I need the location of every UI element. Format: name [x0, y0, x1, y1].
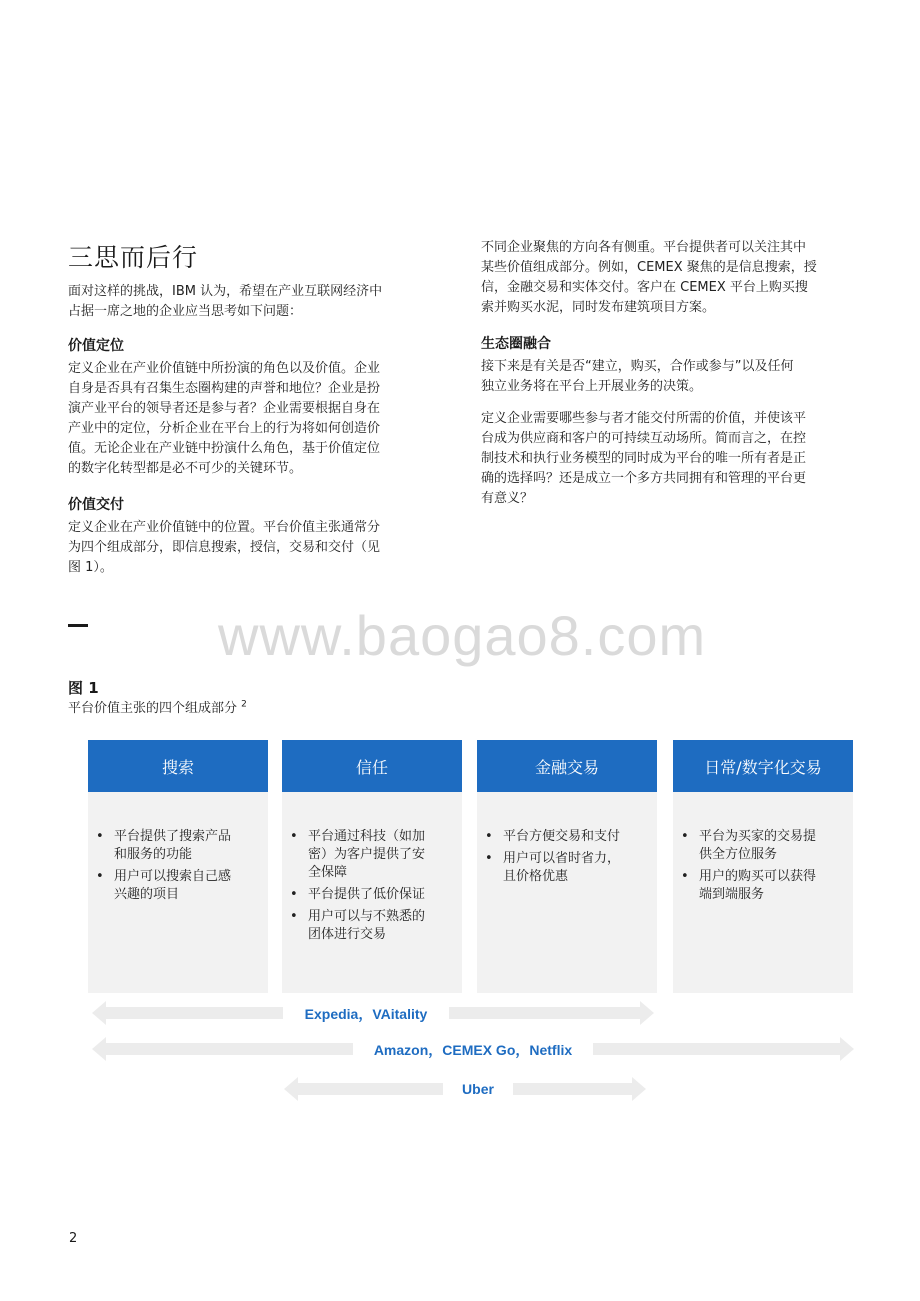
value-column-search [88, 740, 268, 993]
section-title: 三思而后行 [68, 243, 199, 272]
arrow-label-amazon: Amazon，CEMEX Go，Netflix [353, 1040, 593, 1060]
text-line: 定义企业需要哪些参与者才能交付所需的价值，并使该平 [481, 411, 807, 426]
text-line: 独立业务将在平台上开展业务的决策。 [481, 379, 703, 394]
value-positioning-paragraph [68, 359, 428, 479]
text-line: 的数字化转型都是必不可少的关键环节。 [68, 461, 303, 476]
bullet-item: • 平台为买家的交易提 供全方位服务 [679, 828, 841, 864]
value-column-financial-transaction [477, 740, 657, 993]
text-line: 演产业平台的领导者还是参与者？企业需要根据自身在 [68, 401, 381, 416]
text-line: 定义企业在产业价值链中所扮演的角色以及价值。企业 [68, 361, 381, 376]
figure-caption [68, 697, 247, 716]
text-line: 定义企业在产业价值链中的位置。平台价值主张通常分 [68, 520, 381, 535]
text-line: 制技术和执行业务模型的同时成为平台的唯一所有者是正 [481, 451, 807, 466]
column-header: 搜索 [88, 740, 268, 792]
page-number: 2 [69, 1231, 78, 1246]
ecosystem-paragraph [481, 357, 851, 397]
text-line: 确的选择吗？还是成立一个多方共同拥有和管理的平台更 [481, 471, 807, 486]
column-body [282, 792, 462, 993]
column-body [673, 792, 853, 993]
bullet-item: • 用户可以与不熟悉的 团体进行交易 [288, 908, 450, 944]
bullet-item: • 用户的购买可以获得 端到端服务 [679, 868, 841, 904]
text-line: 产业中的定位，分析企业在平台上的行为将如何创造价 [68, 421, 381, 436]
column-body [88, 792, 268, 993]
footnote-ref: 2 [241, 699, 247, 710]
column-body [477, 792, 657, 993]
arrow-label-uber: Uber [443, 1079, 513, 1099]
bullet-item: • 用户可以省时省力， 且价格优惠 [483, 850, 645, 886]
participants-paragraph [481, 409, 851, 509]
bullet-item: • 平台提供了低价保证 [288, 886, 450, 904]
intro-paragraph [68, 282, 428, 322]
text-line: 不同企业聚焦的方向各有侧重。平台提供者可以关注其中 [481, 240, 807, 255]
text-line: 台成为供应商和客户的可持续互动场所。简而言之，在控 [481, 431, 807, 446]
text-line: 信，金融交易和实体交付。客户在 CEMEX 平台上购买搜 [481, 280, 808, 295]
text-line: 索并购买水泥，同时发布建筑项目方案。 [481, 300, 716, 315]
value-column-digital-transaction [673, 740, 853, 993]
text-line: 面对这样的挑战，IBM 认为，希望在产业互联网经济中 [68, 284, 383, 299]
section-divider [68, 624, 88, 627]
bullet-item: • 用户可以搜索自己感 兴趣的项目 [94, 868, 256, 904]
figure-label: 图 1 [68, 679, 99, 697]
caption-text: 平台价值主张的四个组成部分 [68, 701, 238, 716]
bullet-item: • 平台提供了搜索产品 和服务的功能 [94, 828, 256, 864]
text-line: 某些价值组成部分。例如，CEMEX 聚焦的是信息搜索，授 [481, 260, 817, 275]
value-delivery-paragraph [68, 518, 428, 578]
text-line: 图 1）。 [68, 560, 113, 575]
text-line: 为四个组成部分，即信息搜索，授信，交易和交付（见 [68, 540, 381, 555]
watermark: www.baogao8.com [218, 604, 707, 667]
arrow-label-expedia: Expedia，VAitality [283, 1004, 449, 1024]
subheading-ecosystem: 生态圈融合 [481, 336, 551, 352]
bullet-item: • 平台方便交易和支付 [483, 828, 645, 846]
column-header: 日常/数字化交易 [673, 740, 853, 792]
bullet-item: • 平台通过科技（如加 密）为客户提供了安 全保障 [288, 828, 450, 882]
text-line: 占据一席之地的企业应当思考如下问题： [68, 304, 303, 319]
value-column-trust [282, 740, 462, 993]
text-line: 自身是否具有召集生态圈构建的声誉和地位？企业是扮 [68, 381, 381, 396]
focus-paragraph [481, 238, 851, 318]
text-line: 接下来是有关是否“建立，购买，合作或参与”以及任何 [481, 359, 794, 374]
column-header: 信任 [282, 740, 462, 792]
text-line: 值。无论企业在产业链中扮演什么角色，基于价值定位 [68, 441, 381, 456]
text-line: 有意义？ [481, 491, 534, 506]
subheading-value-delivery: 价值交付 [68, 497, 124, 513]
column-header: 金融交易 [477, 740, 657, 792]
subheading-value-positioning: 价值定位 [68, 338, 124, 354]
